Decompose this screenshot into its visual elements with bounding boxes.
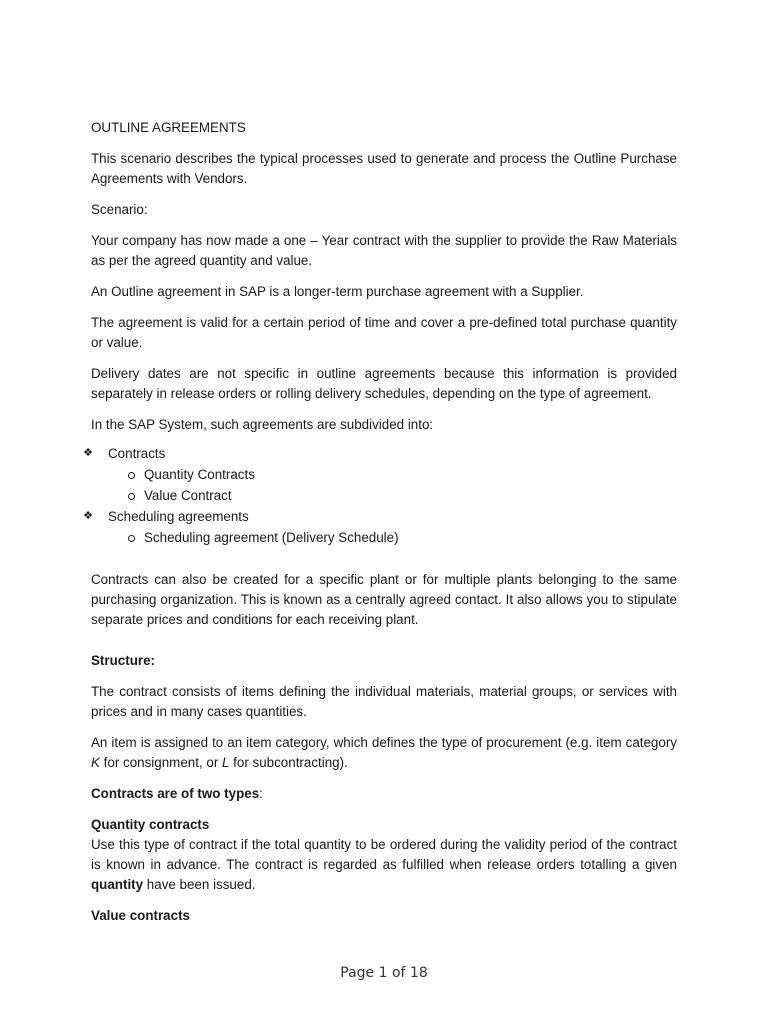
value-contracts-heading: Value contracts: [91, 908, 190, 923]
list-item-label: Value Contract: [144, 488, 232, 503]
quantity-text: have been issued.: [143, 877, 256, 892]
blank-line: [91, 548, 677, 570]
quantity-text: Use this type of contract if the total quantity to be ordered during the validity period of the contract is known in advance. The contract is regarded as fulfilled when release orders totalling a given: [91, 837, 677, 872]
list-item-scheduling-agreements: [82, 506, 677, 548]
quantity-contracts-heading: Quantity contracts: [91, 817, 210, 832]
list-item-label: Quantity Contracts: [144, 467, 255, 482]
document-title: OUTLINE AGREEMENTS: [91, 120, 246, 135]
category-l: L: [222, 755, 230, 770]
list-item-label: Scheduling agreements: [108, 509, 249, 524]
subdivided-paragraph: In the SAP System, such agreements are subdivided into:: [91, 417, 434, 432]
circle-bullet-icon: [128, 472, 135, 479]
quantity-contracts-paragraph: [91, 835, 677, 895]
circle-bullet-icon: [128, 535, 135, 542]
agreement-types-list: [82, 443, 677, 548]
contract-types-colon: :: [259, 786, 263, 801]
contract-types-heading: [91, 784, 677, 804]
list-item-label: Contracts: [108, 446, 166, 461]
page-number-footer: Page 1 of 18: [340, 965, 428, 981]
document-body: [83, 118, 677, 937]
diamond-bullet-icon: ❖: [83, 510, 93, 522]
plants-paragraph: Contracts can also be created for a specific plant or for multiple plants belonging to the same purchasing organization. This is known as a centrally agreed contact. It also allows you to stipulate separate prices and conditions for each receiving plant.: [91, 572, 677, 627]
item-category-paragraph: [91, 733, 677, 773]
contracts-sublist: [108, 464, 677, 506]
outline-definition-paragraph: An Outline agreement in SAP is a longer-term purchase agreement with a Supplier.: [91, 284, 584, 299]
contract-types-heading-text: Contracts are of two types: [91, 786, 260, 801]
list-item-quantity-contracts: [108, 464, 677, 485]
item-category-text: for consignment, or: [99, 755, 222, 770]
list-item-value-contract: [108, 485, 677, 506]
scenario-paragraph: Your company has now made a one – Year contract with the supplier to provide the Raw Materials as per the agreed quantity and value.: [91, 233, 677, 268]
blank-line: [91, 641, 677, 651]
diamond-bullet-icon: ❖: [83, 447, 93, 459]
scenario-label: Scenario:: [91, 202, 148, 217]
circle-bullet-icon: [128, 493, 135, 500]
structure-heading: Structure:: [91, 653, 155, 668]
validity-paragraph: The agreement is valid for a certain period of time and cover a pre-defined total purchase quantity or value.: [91, 315, 677, 350]
intro-paragraph: This scenario describes the typical processes used to generate and process the Outline Purchase Agreements with Vendors.: [91, 151, 677, 186]
scheduling-sublist: [108, 527, 677, 548]
list-item-label: Scheduling agreement (Delivery Schedule): [144, 530, 399, 545]
list-item-scheduling-delivery: [108, 527, 677, 548]
list-item-contracts: [82, 443, 677, 506]
item-category-text: for subcontracting).: [229, 755, 348, 770]
category-k: K: [91, 755, 100, 770]
structure-paragraph: The contract consists of items defining the individual materials, material groups, or services with prices and in many cases quantities.: [91, 684, 677, 719]
item-category-text: An item is assigned to an item category, which defines the type of procurement (e.g. item category: [91, 735, 677, 750]
quantity-emphasis: quantity: [91, 877, 144, 892]
delivery-dates-paragraph: Delivery dates are not specific in outline agreements because this information is provided separately in release orders or rolling delivery schedules, depending on the type of agreement.: [91, 366, 677, 401]
